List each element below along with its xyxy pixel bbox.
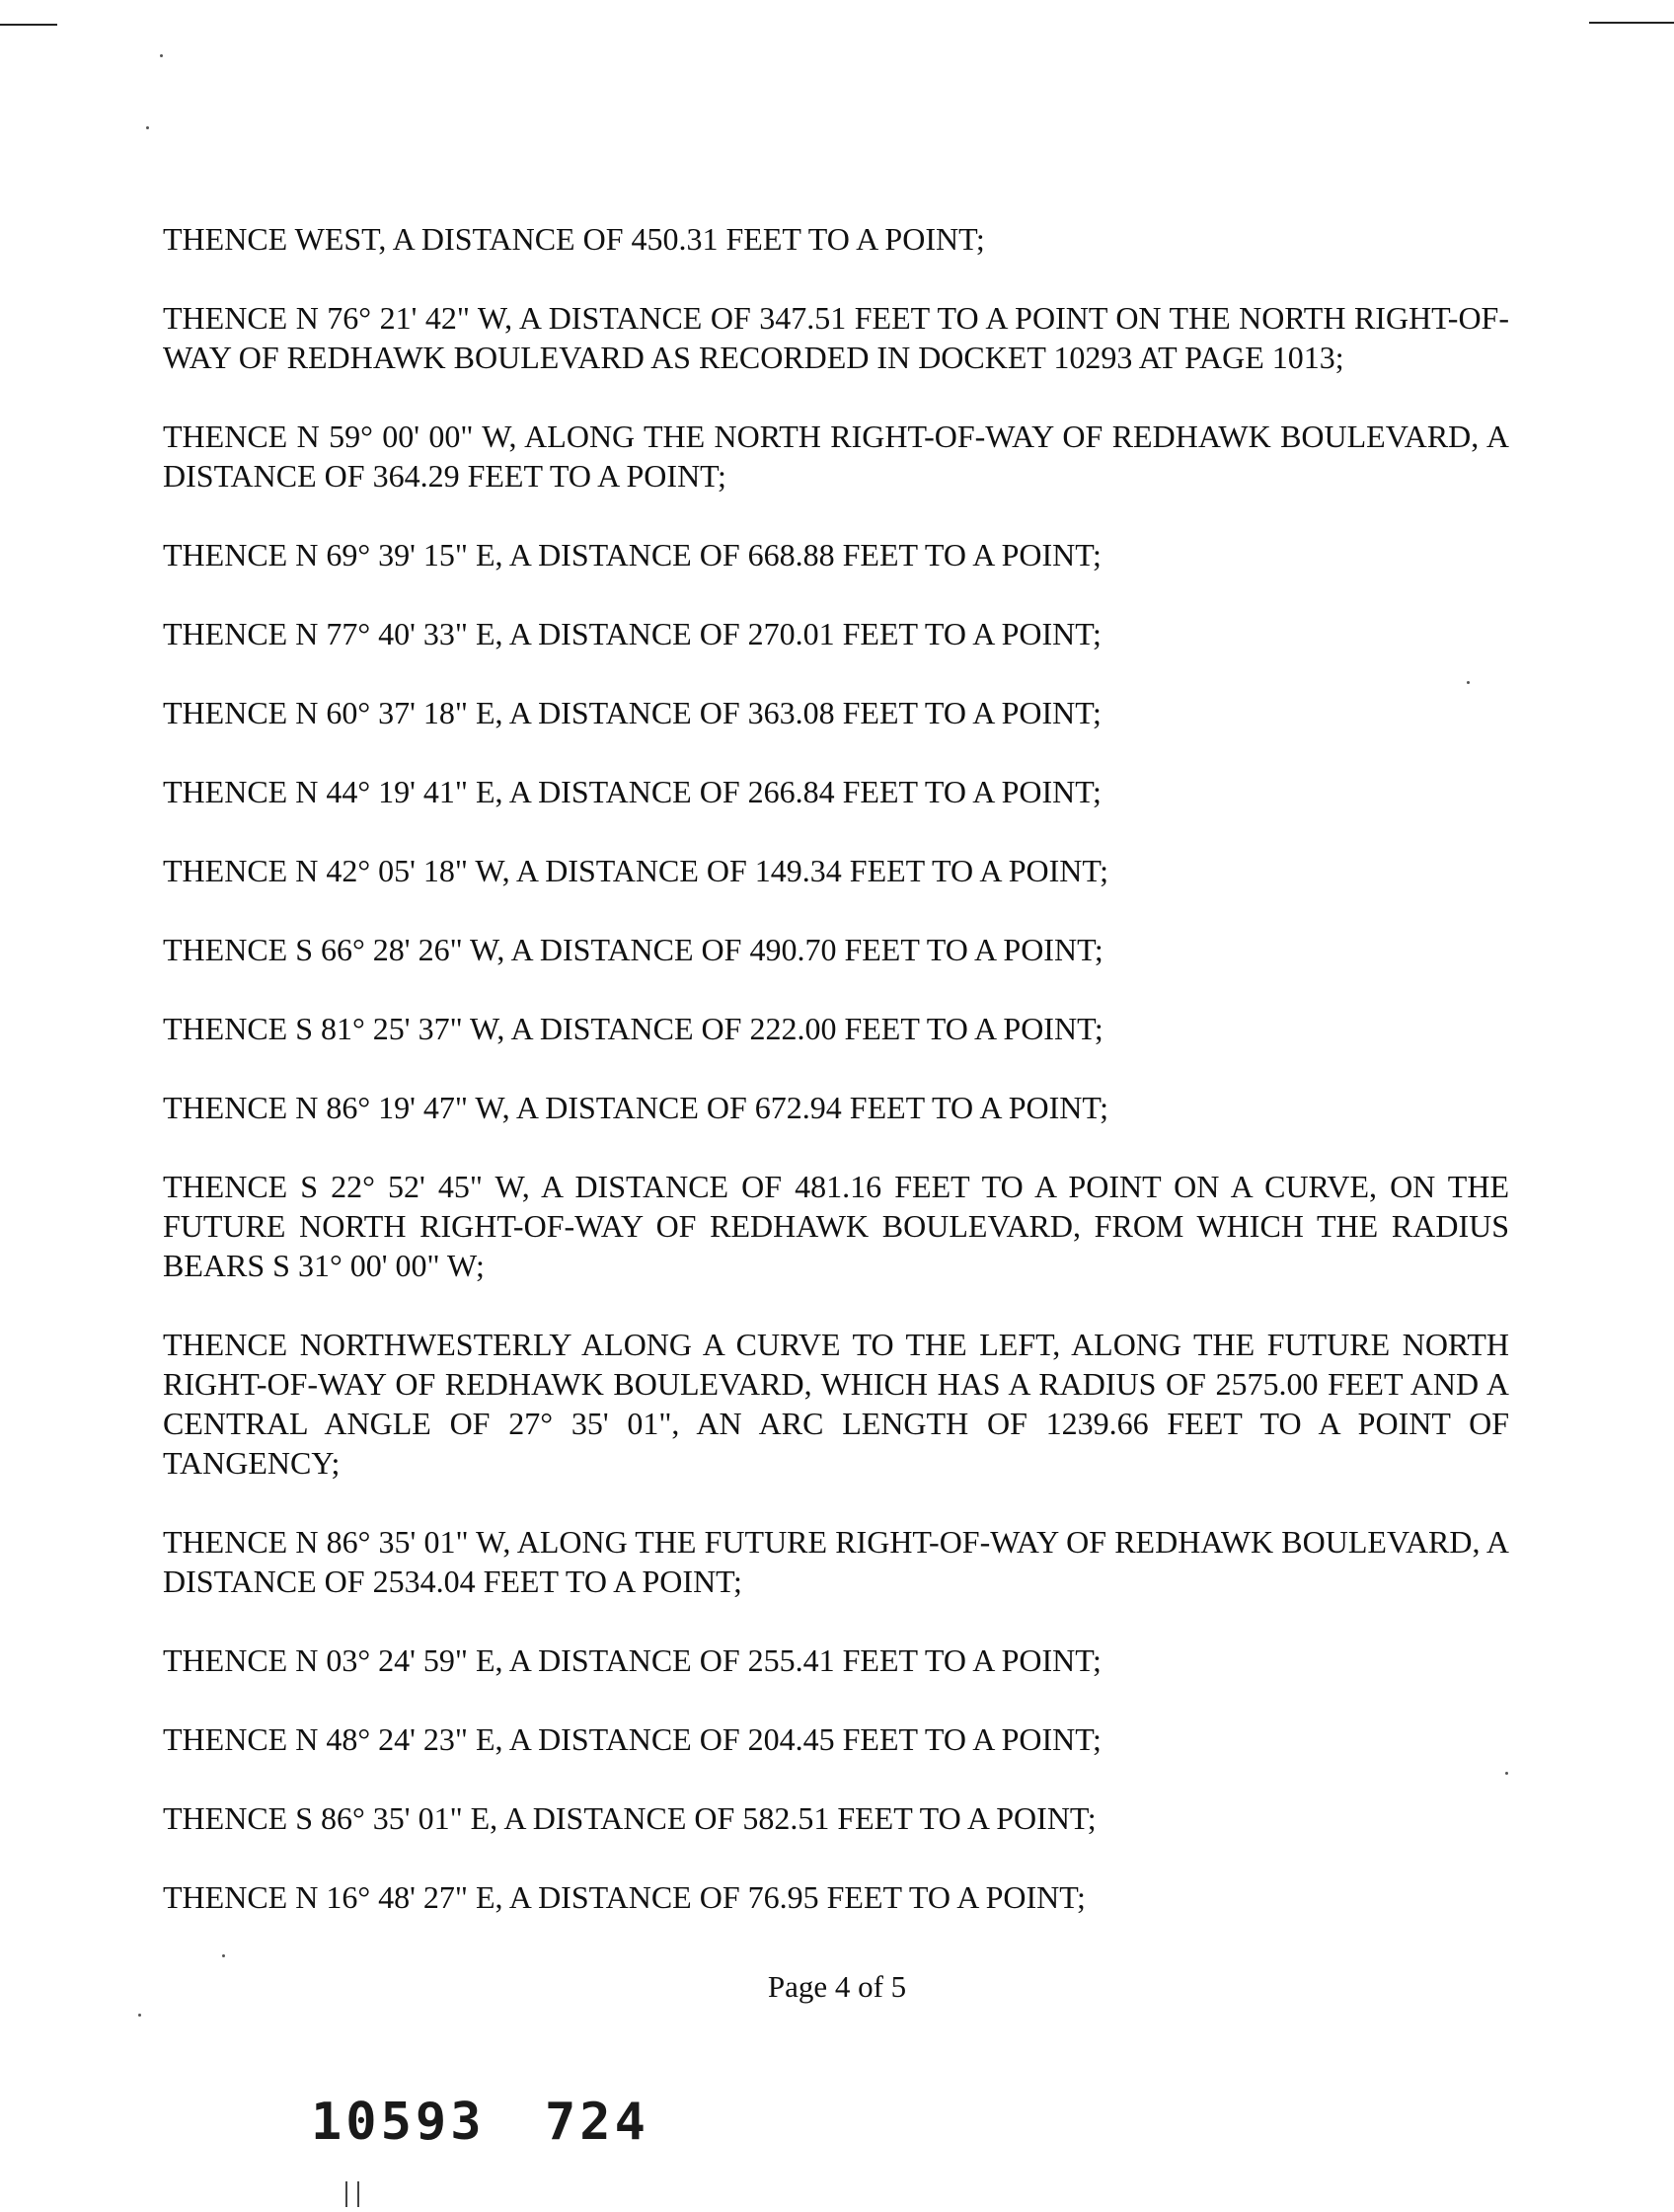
- course-paragraph: THENCE N 48° 24' 23" E, A DISTANCE OF 204.45 FEET TO A POINT;: [163, 1721, 1102, 1757]
- course-paragraph: THENCE S 81° 25' 37" W, A DISTANCE OF 222.00 FEET TO A POINT;: [163, 1011, 1103, 1046]
- course-paragraph: THENCE N 16° 48' 27" E, A DISTANCE OF 76.95 FEET TO A POINT;: [163, 1879, 1086, 1915]
- legal-description-body: [163, 219, 1509, 1956]
- course-paragraph: THENCE N 69° 39' 15" E, A DISTANCE OF 668.88 FEET TO A POINT;: [163, 537, 1102, 572]
- scan-speck: [146, 126, 149, 129]
- course-paragraph: THENCE N 76° 21' 42" W, A DISTANCE OF 347.51 FEET TO A POINT ON THE NORTH RIGHT-OF-WAY OF REDHAWK BOULEVARD AS RECORDED IN DOCKET 10293 AT PAGE 1013;: [163, 300, 1509, 375]
- page-number-stamp: 724: [545, 2093, 649, 2152]
- course-paragraph: THENCE S 86° 35' 01" E, A DISTANCE OF 582.51 FEET TO A POINT;: [163, 1800, 1097, 1836]
- scan-edge-mark-right: [1589, 22, 1674, 24]
- scan-speck: [160, 54, 163, 57]
- course-paragraph: THENCE N 42° 05' 18" W, A DISTANCE OF 149.34 FEET TO A POINT;: [163, 853, 1109, 888]
- course-paragraph: THENCE N 60° 37' 18" E, A DISTANCE OF 363.08 FEET TO A POINT;: [163, 695, 1102, 730]
- scan-edge-mark-left: [0, 24, 57, 26]
- course-paragraph: THENCE S 66° 28' 26" W, A DISTANCE OF 490.70 FEET TO A POINT;: [163, 932, 1103, 967]
- course-paragraph: THENCE N 86° 19' 47" W, A DISTANCE OF 672.94 FEET TO A POINT;: [163, 1090, 1109, 1125]
- course-paragraph: THENCE S 22° 52' 45" W, A DISTANCE OF 481.16 FEET TO A POINT ON A CURVE, ON THE FUTURE NORTH RIGHT-OF-WAY OF REDHAWK BOULEVARD, FROM WHICH THE RADIUS BEARS S 31° 00' 00" W;: [163, 1169, 1509, 1283]
- course-paragraph: THENCE N 59° 00' 00" W, ALONG THE NORTH RIGHT-OF-WAY OF REDHAWK BOULEVARD, A DISTANCE OF 364.29 FEET TO A POINT;: [163, 419, 1509, 494]
- course-paragraph: THENCE NORTHWESTERLY ALONG A CURVE TO THE LEFT, ALONG THE FUTURE NORTH RIGHT-OF-WAY OF REDHAWK BOULEVARD, WHICH HAS A RADIUS OF 2575.00 FEET AND A CENTRAL ANGLE OF 27° 35' 01", AN ARC LENGTH OF 1239.66 FEET TO A POINT OF TANGENCY;: [163, 1327, 1509, 1481]
- stamp-tick-marks: [345, 2181, 359, 2207]
- course-paragraph: THENCE N 03° 24' 59" E, A DISTANCE OF 255.41 FEET TO A POINT;: [163, 1642, 1102, 1678]
- docket-number-stamp: 10593: [311, 2093, 486, 2152]
- course-paragraph: THENCE WEST, A DISTANCE OF 450.31 FEET TO A POINT;: [163, 221, 985, 257]
- course-paragraph: THENCE N 86° 35' 01" W, ALONG THE FUTURE RIGHT-OF-WAY OF REDHAWK BOULEVARD, A DISTANCE OF 2534.04 FEET TO A POINT;: [163, 1524, 1509, 1599]
- page-number: Page 4 of 5: [767, 1969, 907, 2004]
- course-paragraph: THENCE N 77° 40' 33" E, A DISTANCE OF 270.01 FEET TO A POINT;: [163, 616, 1102, 651]
- course-paragraph: THENCE N 44° 19' 41" E, A DISTANCE OF 266.84 FEET TO A POINT;: [163, 774, 1102, 809]
- scan-speck: [138, 2014, 141, 2017]
